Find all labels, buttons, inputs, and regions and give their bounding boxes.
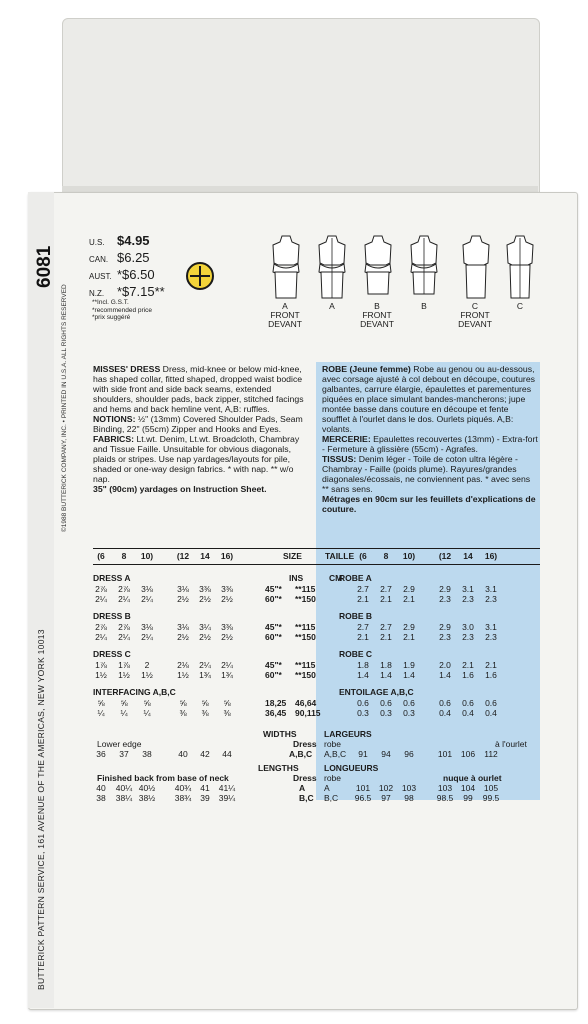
yardage-cell: ¼ [97,708,105,718]
metrage-cell: 2.1 [462,660,474,670]
yardage-cell: 2⅞ [95,622,107,632]
yardage-cell: 3⅛ [141,622,153,632]
longueur-view: A [324,783,330,793]
section-label: DRESS B [93,611,131,621]
section-label-fr: ROBE C [339,649,373,659]
garment-views [262,234,542,334]
yardage-cell: 2⅞ [118,622,130,632]
crosshair-icon [186,262,214,290]
metrage-cell: 2.9 [403,622,415,632]
largeurs-heading: LARGEURS [324,729,372,739]
length-cell: 38¾ [174,793,192,803]
fabric-width-in: 60"* [265,632,282,642]
fabric-width-cm: **115 [295,622,316,632]
french-title: ROBE (Jeune femme) [322,364,411,374]
table-header-rule [93,564,540,565]
metrage-cell: 0.4 [462,708,474,718]
metrage-cell: 0.3 [380,708,392,718]
size-header-cell: 16) [220,551,234,561]
metrage-cell: 1.9 [403,660,415,670]
fabric-width-cm: **115 [295,660,316,670]
metrage-cell: 2.3 [439,632,451,642]
tissus-label: TISSUS: [322,454,357,464]
metrage-cell: 1.8 [380,660,392,670]
metrage-cell: 2.1 [357,594,369,604]
length-cell: 39 [200,793,210,803]
taille-header-cell: 16) [484,551,498,561]
metrage-cell: 0.3 [403,708,415,718]
cm-label: CM [329,573,343,583]
pattern-number: 6081 [34,245,55,288]
yardage-cell: 1½ [141,670,153,680]
metrage-cell: 3.0 [462,622,474,632]
yardage-cell: ⅝ [120,698,128,708]
price-note-gst: **Incl. G.S.T. [92,299,129,306]
finished-label: Finished back from base of neck [97,773,229,783]
length-cell: 38½ [138,793,156,803]
price-label-can: CAN. [89,255,109,264]
longueur-cell: 102 [378,783,394,793]
taille-label: TAILLE [325,551,355,561]
metrage-cell: 2.7 [380,622,392,632]
metrage-cell: 3.1 [462,584,474,594]
section-label-fr: ENTOILAGE A,B,C [339,687,414,697]
yardage-cell: 2½ [221,632,233,642]
length-cell: 40¼ [115,783,133,793]
metrage-cell: 2.3 [439,594,451,604]
yardage-cell: 2¼ [118,594,130,604]
widths-dress-label: Dress [293,739,317,749]
yardage-cell: 2¼ [95,632,107,642]
width-cell: 44 [222,749,232,759]
width-cell: 42 [200,749,210,759]
yardage-cell: 1½ [95,670,107,680]
price-note-suggere: *prix suggéré [92,314,131,321]
metrage-cell: 2.7 [357,584,369,594]
section-label-fr: ROBE A [339,573,372,583]
metrage-cell: 2.1 [380,632,392,642]
yardage-cell: 1¾ [199,670,211,680]
copyright-notice: ©1988 BUTTERICK COMPANY, INC. • PRINTED IN U.S.A. ALL RIGHTS RESERVED [61,284,68,532]
dress-c-back-sketch [502,234,538,300]
largeur-cell: 101 [437,749,453,759]
yardage-cell: ⅜ [201,708,209,718]
size-header-cell: 10) [140,551,154,561]
yardage-cell: 3⅜ [221,584,233,594]
length-cell: 41 [200,783,210,793]
metrage-cell: 2.3 [462,632,474,642]
metrage-cell: 3.1 [485,622,497,632]
view-label-c-back: C [516,301,524,311]
metrage-cell: 0.6 [403,698,415,708]
yardage-cell: 2½ [177,632,189,642]
yardage-cell: 2¼ [118,632,130,642]
yardage-cell: 2½ [177,594,189,604]
longueur-cell: 103 [437,783,453,793]
metrage-cell: 2.7 [380,584,392,594]
longueurs-heading: LONGUEURS [324,763,379,773]
metrage-cell: 0.6 [439,698,451,708]
width-cell: 40 [178,749,188,759]
width-cell: 37 [119,749,129,759]
longueur-cell: 98.5 [436,793,454,803]
ins-label: INS [289,573,304,583]
nuque-label: nuque à ourlet [443,773,502,783]
price-label-aust: AUST. [89,272,112,281]
size-header-cell: 14 [200,551,210,561]
metrage-cell: 2.1 [357,632,369,642]
price-block [89,234,165,322]
length-cell: 38¼ [115,793,133,803]
lower-edge-label: Lower edge [97,739,142,749]
largeur-cell: 91 [358,749,368,759]
fabric-width-cm: 46,64 [295,698,317,708]
yardage-cell: 1½ [177,670,189,680]
price-us: $4.95 [117,233,150,248]
view-label-a-back: A [329,301,335,311]
section-label-fr: ROBE B [339,611,373,621]
yardage-cell: 2⅞ [95,584,107,594]
publisher-address: BUTTERICK PATTERN SERVICE, 161 AVENUE OF THE AMERICAS, NEW YORK 10013 [36,629,46,990]
metrage-cell: 0.4 [485,708,497,718]
yardage-table [93,549,540,803]
length-cell: 41¼ [218,783,236,793]
length-cell: 40½ [138,783,156,793]
metrage-cell: 0.6 [485,698,497,708]
length-cell: 38 [96,793,106,803]
english-desc: Dress, mid-knee or below mid-knee, has shaped collar, fitted shaped, dropped waist bodice with side front and side back seams, extended shoulders, shoulder pads, back zipper, stitched facings and hems and back hemline vent, A,B: ruffles. [93,364,304,414]
metrage-cell: 2.9 [403,584,415,594]
widths-dress-views: A,B,C [289,749,313,759]
fabric-width-cm: **150 [295,594,316,604]
yardage-cell: ⅝ [223,698,231,708]
largeur-cell: 96 [404,749,414,759]
yardage-cell: ⅝ [179,698,187,708]
longueur-cell: 97 [381,793,391,803]
longueur-cell: 98 [404,793,414,803]
metrage-cell: 2.0 [439,660,451,670]
mercerie-text: Epaulettes recouvertes (13mm) - Extra-fort - Fermeture à glissière (55cm) - Agrafes. [322,434,538,454]
price-can: $6.25 [117,250,150,265]
yardage-cell: 3⅛ [177,584,189,594]
length-view: B,C [299,793,314,803]
metrage-cell: 0.6 [462,698,474,708]
english-yardage-note: 35" (90cm) yardages on Instruction Sheet. [93,484,267,494]
dress-a-front-sketch [268,234,304,300]
metrage-cell: 2.1 [380,594,392,604]
yardage-cell: 3⅛ [141,584,153,594]
width-cell: 36 [96,749,106,759]
fabric-width-in: 45"* [265,660,282,670]
longueur-cell: 105 [483,783,499,793]
lengths-dress-label: Dress [293,773,317,783]
notions-label: NOTIONS: [93,414,136,424]
fabrics-text: Lt.wt. Denim, Lt.wt. Broadcloth, Chambray and Tissue Faille. Unsuitable for obvious diagonals, plaids or stripes. Use nap yardages/layouts for pile, shaded or one-way design fabrics. * with nap. ** w/o nap. [93,434,300,484]
french-description [322,364,538,514]
metrage-cell: 2.7 [357,622,369,632]
metrage-cell: 2.1 [403,594,415,604]
longueur-cell: 99 [463,793,473,803]
dress-b-back-sketch [406,234,442,300]
yardage-cell: 2¼ [141,632,153,642]
length-view: A [299,783,306,793]
yardage-cell: 2⅞ [118,584,130,594]
yardage-cell: 2¼ [221,660,233,670]
length-cell: 40 [96,783,106,793]
fabric-width-cm: 90,115 [295,708,321,718]
view-label-b-front: B FRONT DEVANT [360,301,394,329]
english-title: MISSES' DRESS [93,364,161,374]
dress-a-back-sketch [314,234,350,300]
longueur-view: B,C [324,793,339,803]
lengths-heading: LENGTHS [258,763,299,773]
size-header-cell: (12 [176,551,190,561]
envelope-flap [62,18,540,200]
metrage-cell: 1.4 [380,670,392,680]
view-label-a-front: A FRONT DEVANT [268,301,302,329]
english-description [93,364,311,494]
yardage-cell: ¼ [143,708,151,718]
yardage-cell: ⅝ [143,698,151,708]
length-cell: 39¼ [218,793,236,803]
size-label: SIZE [283,551,302,561]
yardage-cell: 2½ [199,632,211,642]
price-note-recommended: *recommended price [92,306,152,314]
fabric-width-cm: **150 [295,632,316,642]
mercerie-label: MERCERIE: [322,434,371,444]
yardage-cell: 2¼ [199,660,211,670]
view-label-c-front: C FRONT DEVANT [458,301,492,329]
widths-robe-label: robe [324,739,342,749]
widths-heading: WIDTHS [263,729,297,739]
section-label: DRESS C [93,649,131,659]
yardage-cell: 2¼ [141,594,153,604]
metrage-cell: 0.4 [439,708,451,718]
yardage-cell: ⅝ [97,698,105,708]
metrage-cell: 0.3 [357,708,369,718]
dress-c-front-sketch [458,234,494,300]
yardage-cell: 1½ [118,670,130,680]
yardage-cell: ⅜ [179,708,187,718]
fabric-width-cm: **115 [295,584,316,594]
fabrics-label: FABRICS: [93,434,135,444]
view-label-b-back: B [421,301,427,311]
yardage-cell: 1⅞ [95,660,107,670]
taille-header-cell: (12 [438,551,452,561]
metrage-cell: 1.4 [439,670,451,680]
longueur-cell: 103 [401,783,417,793]
yardage-cell: ¼ [120,708,128,718]
dress-b-front-sketch [360,234,396,300]
french-desc: Robe au genou ou au-dessous, avec corsage ajusté à col debout en découpe, coutures galbantes, carrure élargie, épaulettes et parementures piquées en place simulant bandes-mancherons; jupe montée basse dans couture en découpe et fente soufflet à l'ourlet dans le dos. Ourlets piqués. A,B: volants. [322,364,535,434]
section-label: DRESS A [93,573,131,583]
metrage-cell: 2.3 [462,594,474,604]
yardage-cell: ⅝ [201,698,209,708]
yardage-cell: 1⅞ [118,660,130,670]
metrage-cell: 3.1 [485,584,497,594]
price-label-us: U.S. [89,238,105,247]
metrage-cell: 2.9 [439,584,451,594]
metrage-cell: 1.4 [403,670,415,680]
largeur-cell: 112 [484,749,498,759]
metrage-cell: 2.1 [403,632,415,642]
widths-robe-views: A,B,C [324,749,347,759]
yardage-cell: ⅜ [223,708,231,718]
tissus-text: Denim léger - Toile de coton ultra légère - Chambray - Faille (poids plume). Rayures/grandes diagonales/écossais, ne conviennent pas. * avec sens ** sans sens. [322,454,531,494]
fabric-width-in: 45"* [265,622,282,632]
longueur-cell: 96.5 [354,793,372,803]
price-label-nz: N.Z. [89,289,105,298]
longueur-cell: 104 [460,783,476,793]
fabric-width-in: 36,45 [265,708,287,718]
yardage-cell: 3⅛ [177,622,189,632]
yardage-cell: 2⅛ [177,660,189,670]
french-yardage-note: Métrages en 90cm sur les feuillets d'explications de couture. [322,494,536,514]
size-header-cell: (6 [97,551,105,561]
metrage-cell: 2.9 [439,622,451,632]
fabric-width-in: 18,25 [265,698,287,708]
metrage-cell: 0.6 [357,698,369,708]
taille-header-cell: 10) [402,551,416,561]
taille-header-cell: (6 [359,551,367,561]
price-nz: *$7.15** [117,284,165,299]
yardage-cell: 1¾ [221,670,233,680]
width-cell: 38 [142,749,152,759]
yardage-cell: 2 [144,660,150,670]
longueur-cell: 99.5 [482,793,500,803]
size-header-cell: 8 [121,551,127,561]
metrage-cell: 2.1 [485,660,497,670]
section-label: INTERFACING A,B,C [93,687,176,697]
yardage-cell: 3⅜ [221,622,233,632]
metrage-cell: 1.6 [485,670,497,680]
yardage-cell: 2½ [221,594,233,604]
metrage-cell: 0.6 [380,698,392,708]
yardage-cell: 3⅜ [199,584,211,594]
metrage-cell: 1.6 [462,670,474,680]
taille-header-cell: 8 [383,551,389,561]
longueur-cell: 101 [355,783,371,793]
metrage-cell: 2.3 [485,632,497,642]
fabric-width-in: 60"* [265,670,282,680]
metrage-cell: 1.8 [357,660,369,670]
price-aust: *$6.50 [117,267,155,282]
yardage-cell: 2¼ [95,594,107,604]
taille-header-cell: 14 [463,551,473,561]
yardage-cell: 2½ [199,594,211,604]
fabric-width-cm: **150 [295,670,316,680]
fabric-width-in: 60"* [265,594,282,604]
fabric-width-in: 45"* [265,584,282,594]
a-lourlet-label: à l'ourlet [495,739,527,749]
largeur-cell: 94 [381,749,391,759]
yardage-cell: 3¼ [199,622,211,632]
length-cell: 40¾ [174,783,192,793]
lengths-robe-label: robe [324,773,342,783]
largeur-cell: 106 [460,749,476,759]
notions-text: ½" (13mm) Covered Shoulder Pads, Seam Binding, 22" (55cm) Zipper and Hooks and Eyes. [93,414,303,434]
metrage-cell: 1.4 [357,670,369,680]
metrage-cell: 2.3 [485,594,497,604]
